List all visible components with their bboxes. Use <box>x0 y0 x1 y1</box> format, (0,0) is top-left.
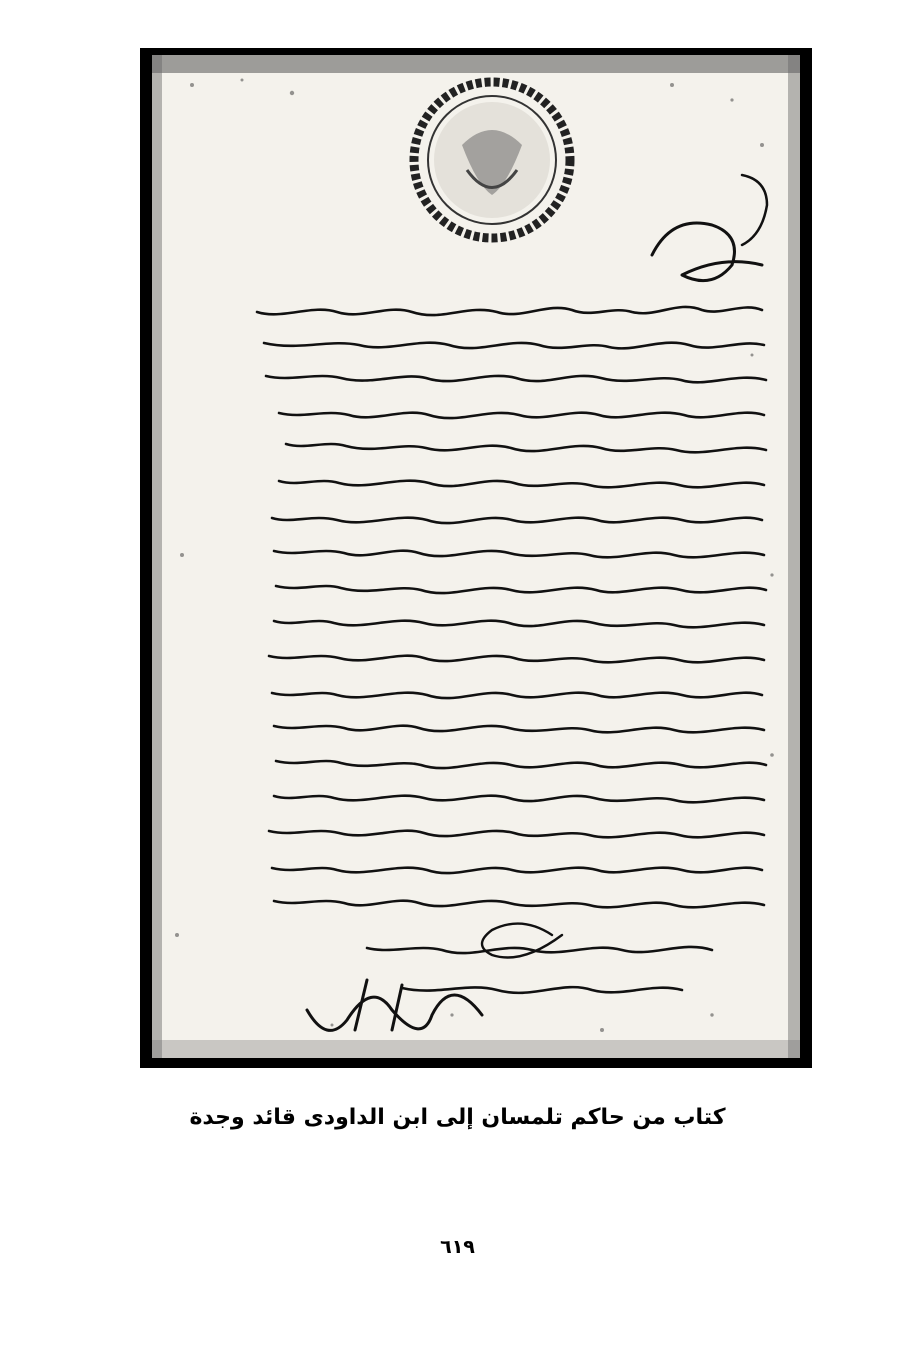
manuscript-plate <box>140 48 812 1068</box>
figure-caption: كتاب من حاكم تلمسان إلى ابن الداودى قائد وجدة <box>189 1105 726 1130</box>
page-number: ٦١٩ <box>440 1236 475 1258</box>
manuscript-letter-image <box>152 55 800 1058</box>
handwritten-text <box>152 55 800 1058</box>
opening-flourish <box>652 223 762 281</box>
